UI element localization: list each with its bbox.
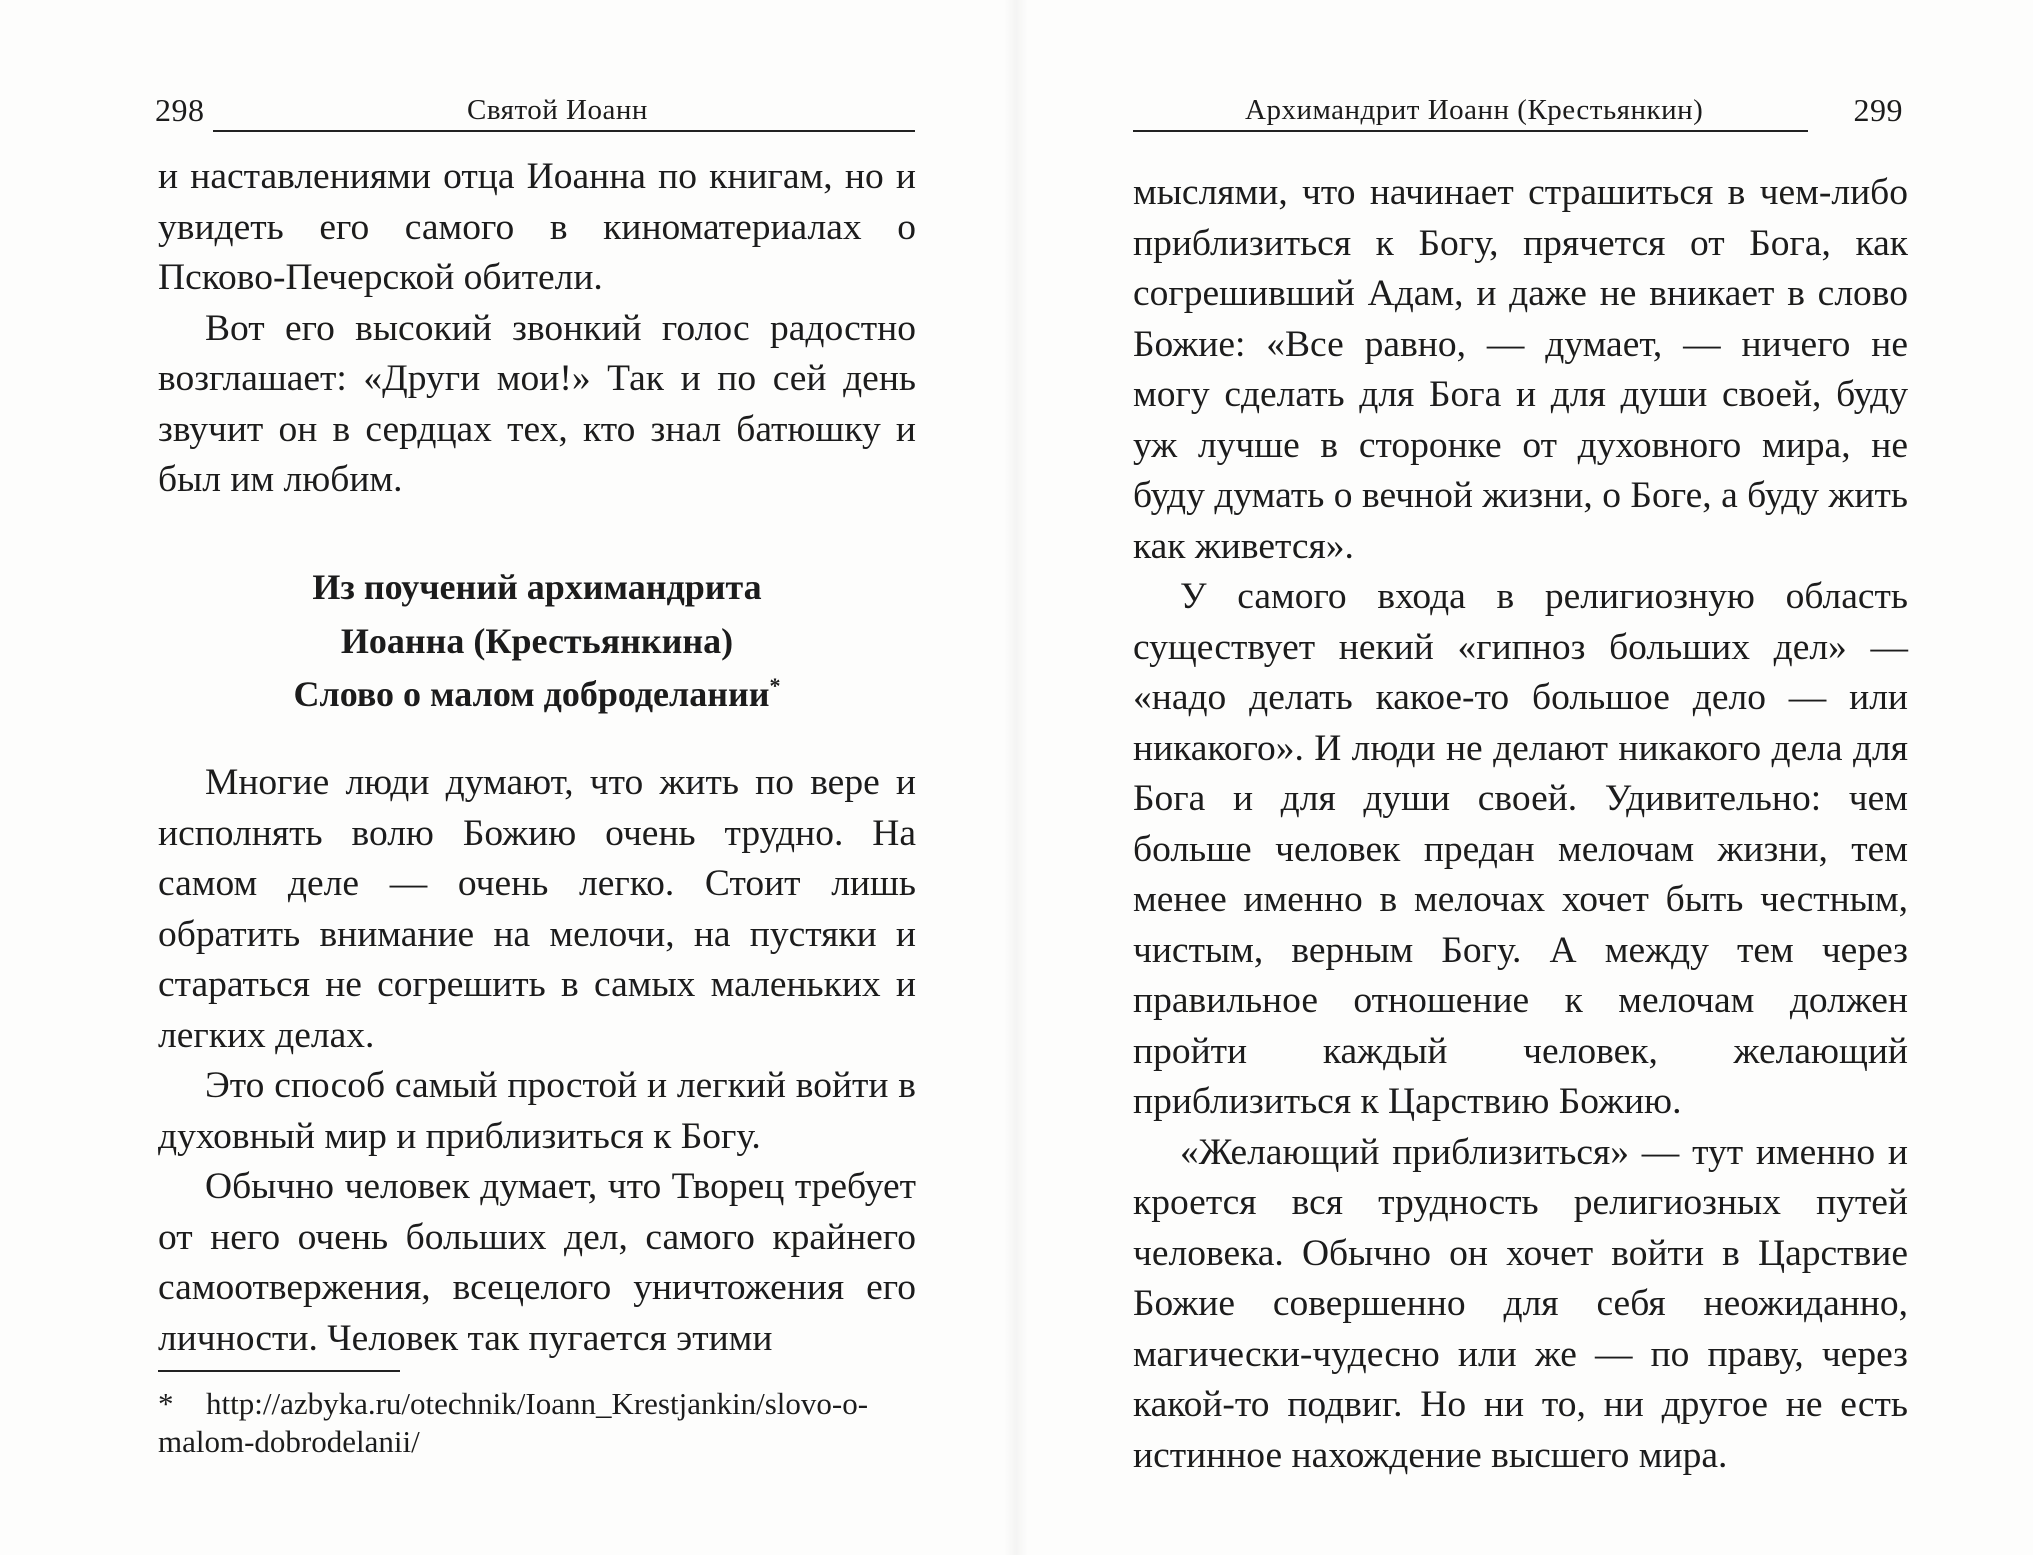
left-page-number: 298: [155, 92, 205, 128]
footnote-reference-mark: *: [769, 673, 781, 698]
right-header-rule: [1133, 130, 1808, 132]
right-body-text: [1133, 168, 1908, 1481]
section-heading: [158, 560, 916, 668]
left-intro-paragraph-1: и наставлениями отца Иоанна по книгам, но и увидеть его самого в киноматериалах о Псково-Печерской обители.: [158, 156, 916, 298]
subheading-text: Слово о малом доброделании: [293, 674, 770, 714]
right-paragraph-2: У самого входа в религиозную область существует некий «гипноз больших дел» — «надо делать какое-то большое дело — или никакого». И люди не делают никакого дела для Бога и для души своей. Удивительно: чем больше человек предан мелочам жизни, тем менее именно в мелочах хочет быть честным, чистым, верным Богу. А между тем через правильное отношение к мелочам должен пройти каждый человек, желающий приблизиться к Царствию Божию.: [1133, 576, 1908, 1122]
left-header-rule: [213, 130, 915, 132]
left-page: [0, 0, 1016, 1555]
left-intro-paragraph-2: Вот его высокий звонкий голос радостно возглашает: «Други мои!» Так и по сей день звучит он в сердцах тех, кто знал батюшку и был им любим.: [158, 307, 916, 500]
left-intro-text: [158, 152, 916, 506]
right-paragraph-3: «Желающий приблизиться» — тут именно и кроется вся трудность религиозных путей человека. Обычно он хочет войти в Царствие Божие совершенно для себя неожиданно, магически-чудесно или же — по праву, через какой-то подвиг. Но ни то, ни другое не есть истинное нахождение высшего мира.: [1133, 1131, 1908, 1476]
left-paragraph-3: Обычно человек думает, что Творец требует от него очень больших дел, самого крайнего самоотвержения, всецелого уничтожения его личности. Человек так пугается этими: [158, 1166, 916, 1359]
right-paragraph-1: мыслями, что начинает страшиться в чем-либо приблизиться к Богу, прячется от Бога, как согрешивший Адам, и даже не вникает в слово Божие: «Все равно, — думает, — ничего не могу сделать для Бога и для души своей, буду уж лучше в сторонке от духовного мира, не буду думать о вечной жизни, о Боге, а буду жить как живется».: [1133, 172, 1908, 567]
section-heading-line-2: Иоанна (Крестьянкина): [340, 621, 734, 661]
footnote-mark: *: [158, 1386, 174, 1421]
right-page: [1016, 0, 2033, 1555]
left-body-text: [158, 758, 916, 1364]
right-running-head: [1133, 92, 1903, 132]
left-running-head: [155, 92, 915, 132]
right-running-title: Архимандрит Иоанн (Крестьянкин): [1245, 94, 1704, 126]
footnote-rule: [158, 1370, 400, 1372]
section-subheading: [158, 673, 916, 715]
left-running-title: Святой Иоанн: [467, 94, 648, 126]
left-paragraph-1: Многие люди думают, что жить по вере и исполнять волю Божию очень трудно. На самом деле — очень легко. Стоит лишь обратить внимание на мелочи, на пустяки и стараться не согрешить в самых маленьких и легких делах.: [158, 762, 916, 1056]
left-paragraph-2: Это способ самый простой и легкий войти в духовный мир и приблизиться к Богу.: [158, 1065, 916, 1157]
section-heading-line-1: Из поучений архимандрита: [312, 567, 762, 607]
right-page-number: 299: [1853, 92, 1903, 128]
footnote: [158, 1385, 920, 1461]
footnote-url: http://azbyka.ru/otechnik/Ioann_Krestjankin/slovo-o-malom-dobrodelanii/: [158, 1386, 869, 1459]
